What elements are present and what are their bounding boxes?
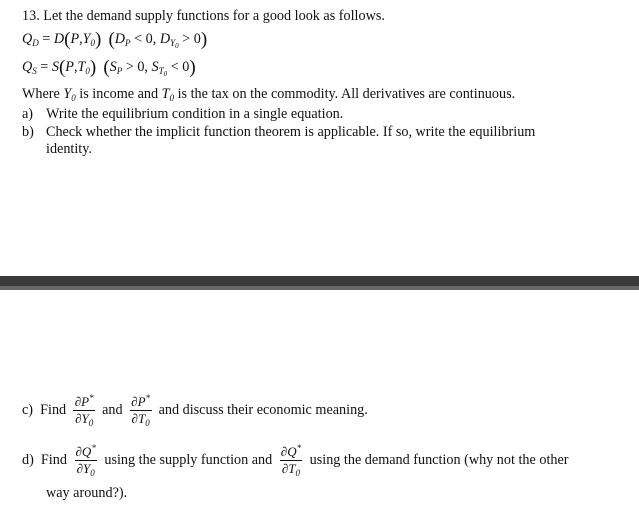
fraction-dQ-dY0: $\frac{\partial Q^*}{\partial Y_0}$ [74, 440, 98, 481]
item-d-mid: using the supply function and [104, 451, 273, 468]
item-d-find: Find [40, 451, 67, 468]
fraction-dP-dY0: $\frac{\partial P^*}{\partial Y_0}$ [73, 390, 96, 431]
item-a-label: a) [22, 106, 34, 122]
item-d-label: d) [22, 451, 34, 468]
item-b-label: b) [22, 124, 34, 140]
fraction-dP-dT0: $\frac{\partial P^*}{\partial T_0}$ [129, 390, 152, 431]
item-c-row [22, 390, 368, 431]
fraction-dQ-dT0: $\frac{\partial Q^*}{\partial T_0}$ [279, 440, 303, 481]
where-line: Where $Y_0$ is income and $T_0$ is the tax on the commodity. All derivatives are continuous. [22, 86, 516, 103]
item-a-text: Write the equilibrium condition in a single equation. [46, 106, 344, 122]
where-pre: Where [22, 86, 60, 102]
item-c-rest: and discuss their economic meaning. [158, 401, 368, 418]
page-divider [0, 276, 639, 290]
item-c-and: and [102, 401, 123, 418]
item-b-text: Check whether the implicit function theorem is applicable. If so, write the equilibrium [46, 124, 536, 140]
item-c-label: c) [22, 401, 34, 418]
where-mid: is income and [79, 86, 159, 102]
item-d-row [22, 440, 569, 481]
problem-heading: 13. Let the demand supply functions for a good look as follows. [22, 8, 385, 24]
item-b-text-cont: identity. [46, 141, 92, 157]
supply-equation: $Q_S = S(P,T_0) (S_P > 0$, $S_{T_0} < 0$) [22, 57, 196, 78]
item-d-text-cont: way around?). [46, 485, 128, 501]
item-d-rest: using the demand function (why not the other [309, 451, 569, 468]
demand-equation: $Q_D = D(P,Y_0) (D_P < 0$, $D_{Y_0} > 0$) [22, 29, 208, 50]
where-post: is the tax on the commodity. All derivatives are continuous. [177, 86, 516, 102]
item-c-find: Find [40, 401, 67, 418]
